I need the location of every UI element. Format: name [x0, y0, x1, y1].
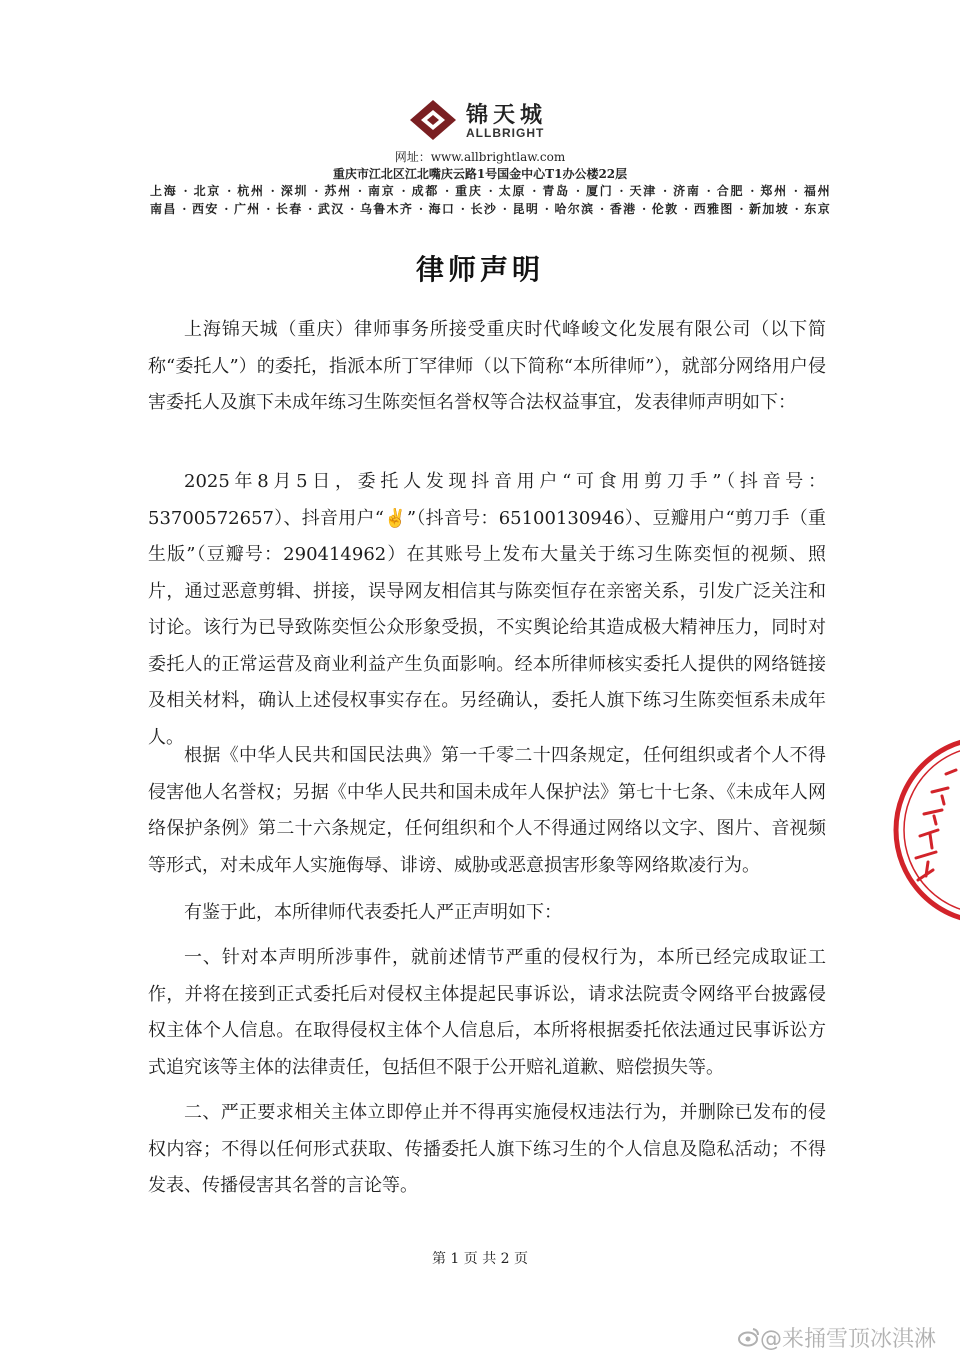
office-city: 昆明	[512, 202, 540, 216]
office-city: 乌鲁木齐	[359, 202, 414, 216]
office-city: 海口	[428, 202, 456, 216]
page-number: 第 1 页 共 2 页	[431, 1251, 529, 1267]
company-logo	[408, 98, 568, 148]
office-city: 南昌	[150, 202, 177, 216]
office-city: 伦敦	[651, 202, 679, 216]
city-separator: ·	[789, 202, 805, 216]
office-city: 苏州	[324, 184, 352, 198]
city-separator: ·	[302, 202, 318, 216]
office-city: 青岛	[542, 184, 570, 198]
logo-english-name: ALLBRIGHT	[466, 126, 545, 140]
office-city: 重庆	[455, 184, 483, 198]
city-separator: ·	[177, 184, 194, 198]
city-separator: ·	[351, 184, 368, 198]
office-city: 太原	[498, 184, 527, 198]
paragraph-declaration-1: 一、针对本声明所涉事件，就前述情节严重的侵权行为，本所已经完成取证工作，并将在接到正式委托后对侵权主体提起民事诉讼，请求法院责令网络平台披露侵权主体个人信息。在取得侵权主体个人信息后，本所将根据委托依法通过民事诉讼方式追究该等主体的法律责任，包括但不限于公开赔礼道歉、赔偿损失等。	[148, 947, 826, 1078]
office-city: 合肥	[716, 184, 745, 198]
office-city: 天津	[629, 184, 658, 198]
city-separator: ·	[221, 184, 238, 198]
office-city: 上海	[150, 184, 178, 198]
office-city: 济南	[673, 184, 701, 198]
office-city: 成都	[411, 184, 440, 198]
paragraph-facts: 2025年8月5日，委托人发现抖音用户“可食用剪刀手”（抖音号：53700572657）、抖音用户“✌”（抖音号：65100130946）、豆瓣用户“剪刀手（重生版”（豆瓣号：290414962）在其账号上发布大量关于练习生陈奕恒的视频、照片，通过恶意剪辑、拼接，误导网友相信其与陈奕恒存在亲密关系，引发广泛关注和讨论。该行为已导致陈奕恒公众形象受损，不实舆论给其造成极大精神压力，同时对委托人的正常运营及商业利益产生负面影响。经本所律师核实委托人提供的网络链接及相关材料，确认上述侵权事实存在。另经确认，委托人旗下练习生陈奕恒系未成年人。	[148, 471, 826, 748]
logo-mark-icon	[408, 98, 458, 142]
paragraph-declaration-lead: 有鉴于此，本所律师代表委托人严正声明如下：	[184, 902, 562, 923]
city-separator: ·	[526, 184, 543, 198]
document-title: 律师声明	[415, 253, 544, 286]
office-cities-row-1	[150, 182, 830, 199]
city-separator: ·	[594, 202, 610, 216]
city-separator: ·	[657, 184, 674, 198]
city-separator: ·	[260, 202, 276, 216]
city-separator: ·	[539, 202, 555, 216]
office-city: 广州	[233, 202, 261, 216]
city-separator: ·	[787, 184, 804, 198]
city-separator: ·	[636, 202, 652, 216]
city-separator: ·	[176, 202, 192, 216]
office-city: 南京	[367, 184, 396, 198]
office-city: 香港	[609, 202, 637, 216]
office-cities-row-2	[150, 200, 830, 217]
watermark-text: @来捅雪顶冰淇淋	[760, 1327, 937, 1352]
city-separator: ·	[455, 202, 471, 216]
city-separator: ·	[439, 184, 456, 198]
paragraph-legal-basis: 根据《中华人民共和国民法典》第一千零二十四条规定，任何组织或者个人不得侵害他人名誉权；另据《中华人民共和国未成年人保护法》第七十七条、《未成年人网络保护条例》第二十六条规定，任何组织和个人不得通过网络以文字、图片、音视频等形式，对未成年人实施侮辱、诽谤、威胁或恶意损害形象等网络欺凌行为。	[148, 745, 826, 876]
office-city: 郑州	[760, 184, 788, 198]
office-city: 哈尔滨	[554, 202, 595, 216]
city-separator: ·	[344, 202, 360, 216]
city-separator: ·	[264, 184, 281, 198]
office-city: 长春	[275, 202, 303, 216]
office-city: 西安	[191, 202, 219, 216]
office-city: 东京	[804, 202, 830, 216]
weibo-logo-icon	[738, 1326, 760, 1348]
city-separator: ·	[678, 202, 694, 216]
logo-chinese-name: 锦天城	[466, 102, 548, 128]
website-line: 网址：www.allbrightlaw.com	[394, 150, 566, 164]
city-separator: ·	[569, 184, 586, 198]
city-separator: ·	[700, 184, 717, 198]
address-line: 重庆市江北区江北嘴庆云路1号国金中心T1办公楼22层	[332, 167, 628, 181]
office-city: 厦门	[585, 184, 614, 198]
city-separator: ·	[482, 184, 499, 198]
office-city: 长沙	[470, 202, 498, 216]
office-city: 新加坡	[749, 202, 790, 216]
city-separator: ·	[733, 202, 750, 216]
red-seal-stamp	[888, 730, 960, 930]
office-city: 福州	[803, 184, 830, 198]
office-city: 杭州	[237, 184, 265, 198]
city-separator: ·	[744, 184, 761, 198]
office-city: 北京	[193, 184, 222, 198]
office-city: 西雅图	[693, 202, 734, 216]
city-separator: ·	[395, 184, 412, 198]
city-separator: ·	[413, 202, 429, 216]
city-separator: ·	[497, 202, 513, 216]
office-city: 深圳	[280, 184, 309, 198]
paragraph-intro: 上海锦天城（重庆）律师事务所接受重庆时代峰峻文化发展有限公司（以下简称“委托人”）的委托，指派本所丁罕律师（以下简称“本所律师”），就部分网络用户侵害委托人及旗下未成年练习生陈奕恒名誉权等合法权益事宜，发表律师声明如下：	[148, 319, 826, 413]
office-city: 武汉	[317, 202, 345, 216]
watermark	[738, 1318, 958, 1354]
city-separator: ·	[613, 184, 630, 198]
city-separator: ·	[218, 202, 234, 216]
paragraph-declaration-2: 二、严正要求相关主体立即停止并不得再实施侵权违法行为，并删除已发布的侵权内容；不得以任何形式获取、传播委托人旗下练习生的个人信息及隐私活动；不得发表、传播侵害其名誉的言论等。	[148, 1102, 826, 1196]
city-separator: ·	[308, 184, 325, 198]
